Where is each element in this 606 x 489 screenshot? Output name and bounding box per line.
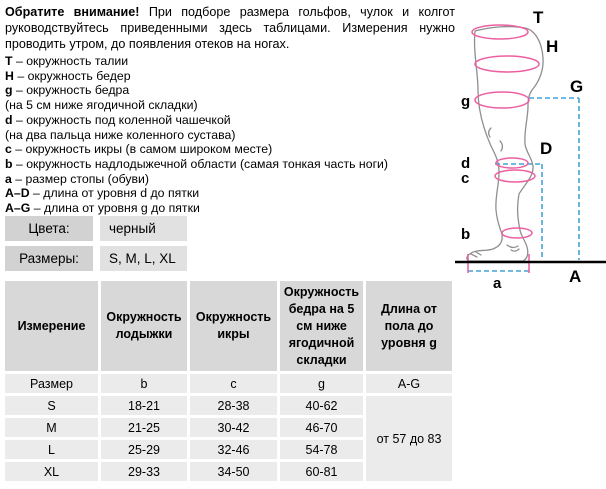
legend-line: (на 5 см ниже ягодичной складки) (5, 98, 198, 113)
c-cell: 34-50 (190, 462, 277, 481)
label-A: A (569, 267, 582, 286)
size-table (2, 278, 455, 484)
colors-label: Цвета: (5, 216, 93, 241)
legend-line: H – окружность бедер (5, 68, 131, 83)
colors-value: черный (100, 216, 187, 241)
label-d: d (461, 155, 471, 172)
measurement-legend (5, 54, 457, 216)
label-c: c (461, 170, 470, 187)
subheader-ag: A-G (366, 374, 452, 393)
subheader-c: c (190, 374, 277, 393)
legend-line: A–G – длина от уровня g до пятки (5, 201, 200, 216)
leg-diagram (455, 0, 606, 290)
size-cell: XL (5, 462, 98, 481)
c-cell: 30-42 (190, 418, 277, 437)
b-cell: 29-33 (101, 462, 187, 481)
size-cell: L (5, 440, 98, 459)
label-a: a (493, 275, 502, 290)
g-cell: 54-78 (280, 440, 363, 459)
subheader-b: b (101, 374, 187, 393)
b-cell: 21-25 (101, 418, 187, 437)
colors-row (5, 216, 187, 241)
legend-line: b – окружность надлодыжечной области (самая тонкая часть ноги) (5, 156, 389, 171)
label-b: b (461, 226, 471, 243)
header-cell-thigh: Окружность бедра на 5 см ниже ягодичной складки (280, 281, 363, 371)
label-g: g (461, 93, 471, 110)
table-row (5, 396, 452, 415)
legend-line: A–D – длина от уровня d до пятки (5, 186, 200, 201)
merged-ag-cell: от 57 до 83 (366, 396, 452, 481)
b-cell: 25-29 (101, 440, 187, 459)
label-T: T (533, 8, 544, 27)
table-header-row (5, 281, 452, 371)
header-cell-measurement: Измерение (5, 281, 98, 371)
sizes-value: S, M, L, XL (100, 246, 187, 271)
sizes-row (5, 246, 187, 271)
table-subheader-row (5, 374, 452, 393)
legend-line: a – размер стопы (обуви) (5, 171, 149, 186)
intro-attention-text: Обратите внимание! (5, 5, 140, 19)
legend-line: T – окружность талии (5, 54, 129, 68)
g-cell: 46-70 (280, 418, 363, 437)
sizes-label: Размеры: (5, 246, 93, 271)
c-cell: 32-46 (190, 440, 277, 459)
b-cell: 18-21 (101, 396, 187, 415)
size-cell: M (5, 418, 98, 437)
label-G: G (570, 77, 584, 96)
intro-body-text: При подборе размера гольфов, чулок и колгот руководствуйтесь приведенными здесь таблицами. Измерения нужно проводить утром, до появления отеков на ногах. (5, 5, 455, 51)
legend-line: d – окружность под коленной чашечкой (5, 112, 231, 127)
leg-outline (467, 27, 543, 261)
header-cell-length: Длина от пола до уровня g (366, 281, 452, 371)
header-cell-ankle: Окружность лодыжки (101, 281, 187, 371)
g-cell: 40-62 (280, 396, 363, 415)
size-cell: S (5, 396, 98, 415)
header-cell-calf: Окружность икры (190, 281, 277, 371)
c-cell: 28-38 (190, 396, 277, 415)
label-H: H (546, 37, 559, 56)
legend-line: c – окружность икры (в самом широком месте) (5, 142, 273, 157)
intro-paragraph (5, 4, 455, 52)
g-cell: 60-81 (280, 462, 363, 481)
legend-line: g – окружность бедра (5, 83, 130, 98)
label-D: D (540, 139, 553, 158)
subheader-g: g (280, 374, 363, 393)
subheader-size: Размер (5, 374, 98, 393)
legend-line: (на два пальца ниже коленного сустава) (5, 127, 236, 142)
